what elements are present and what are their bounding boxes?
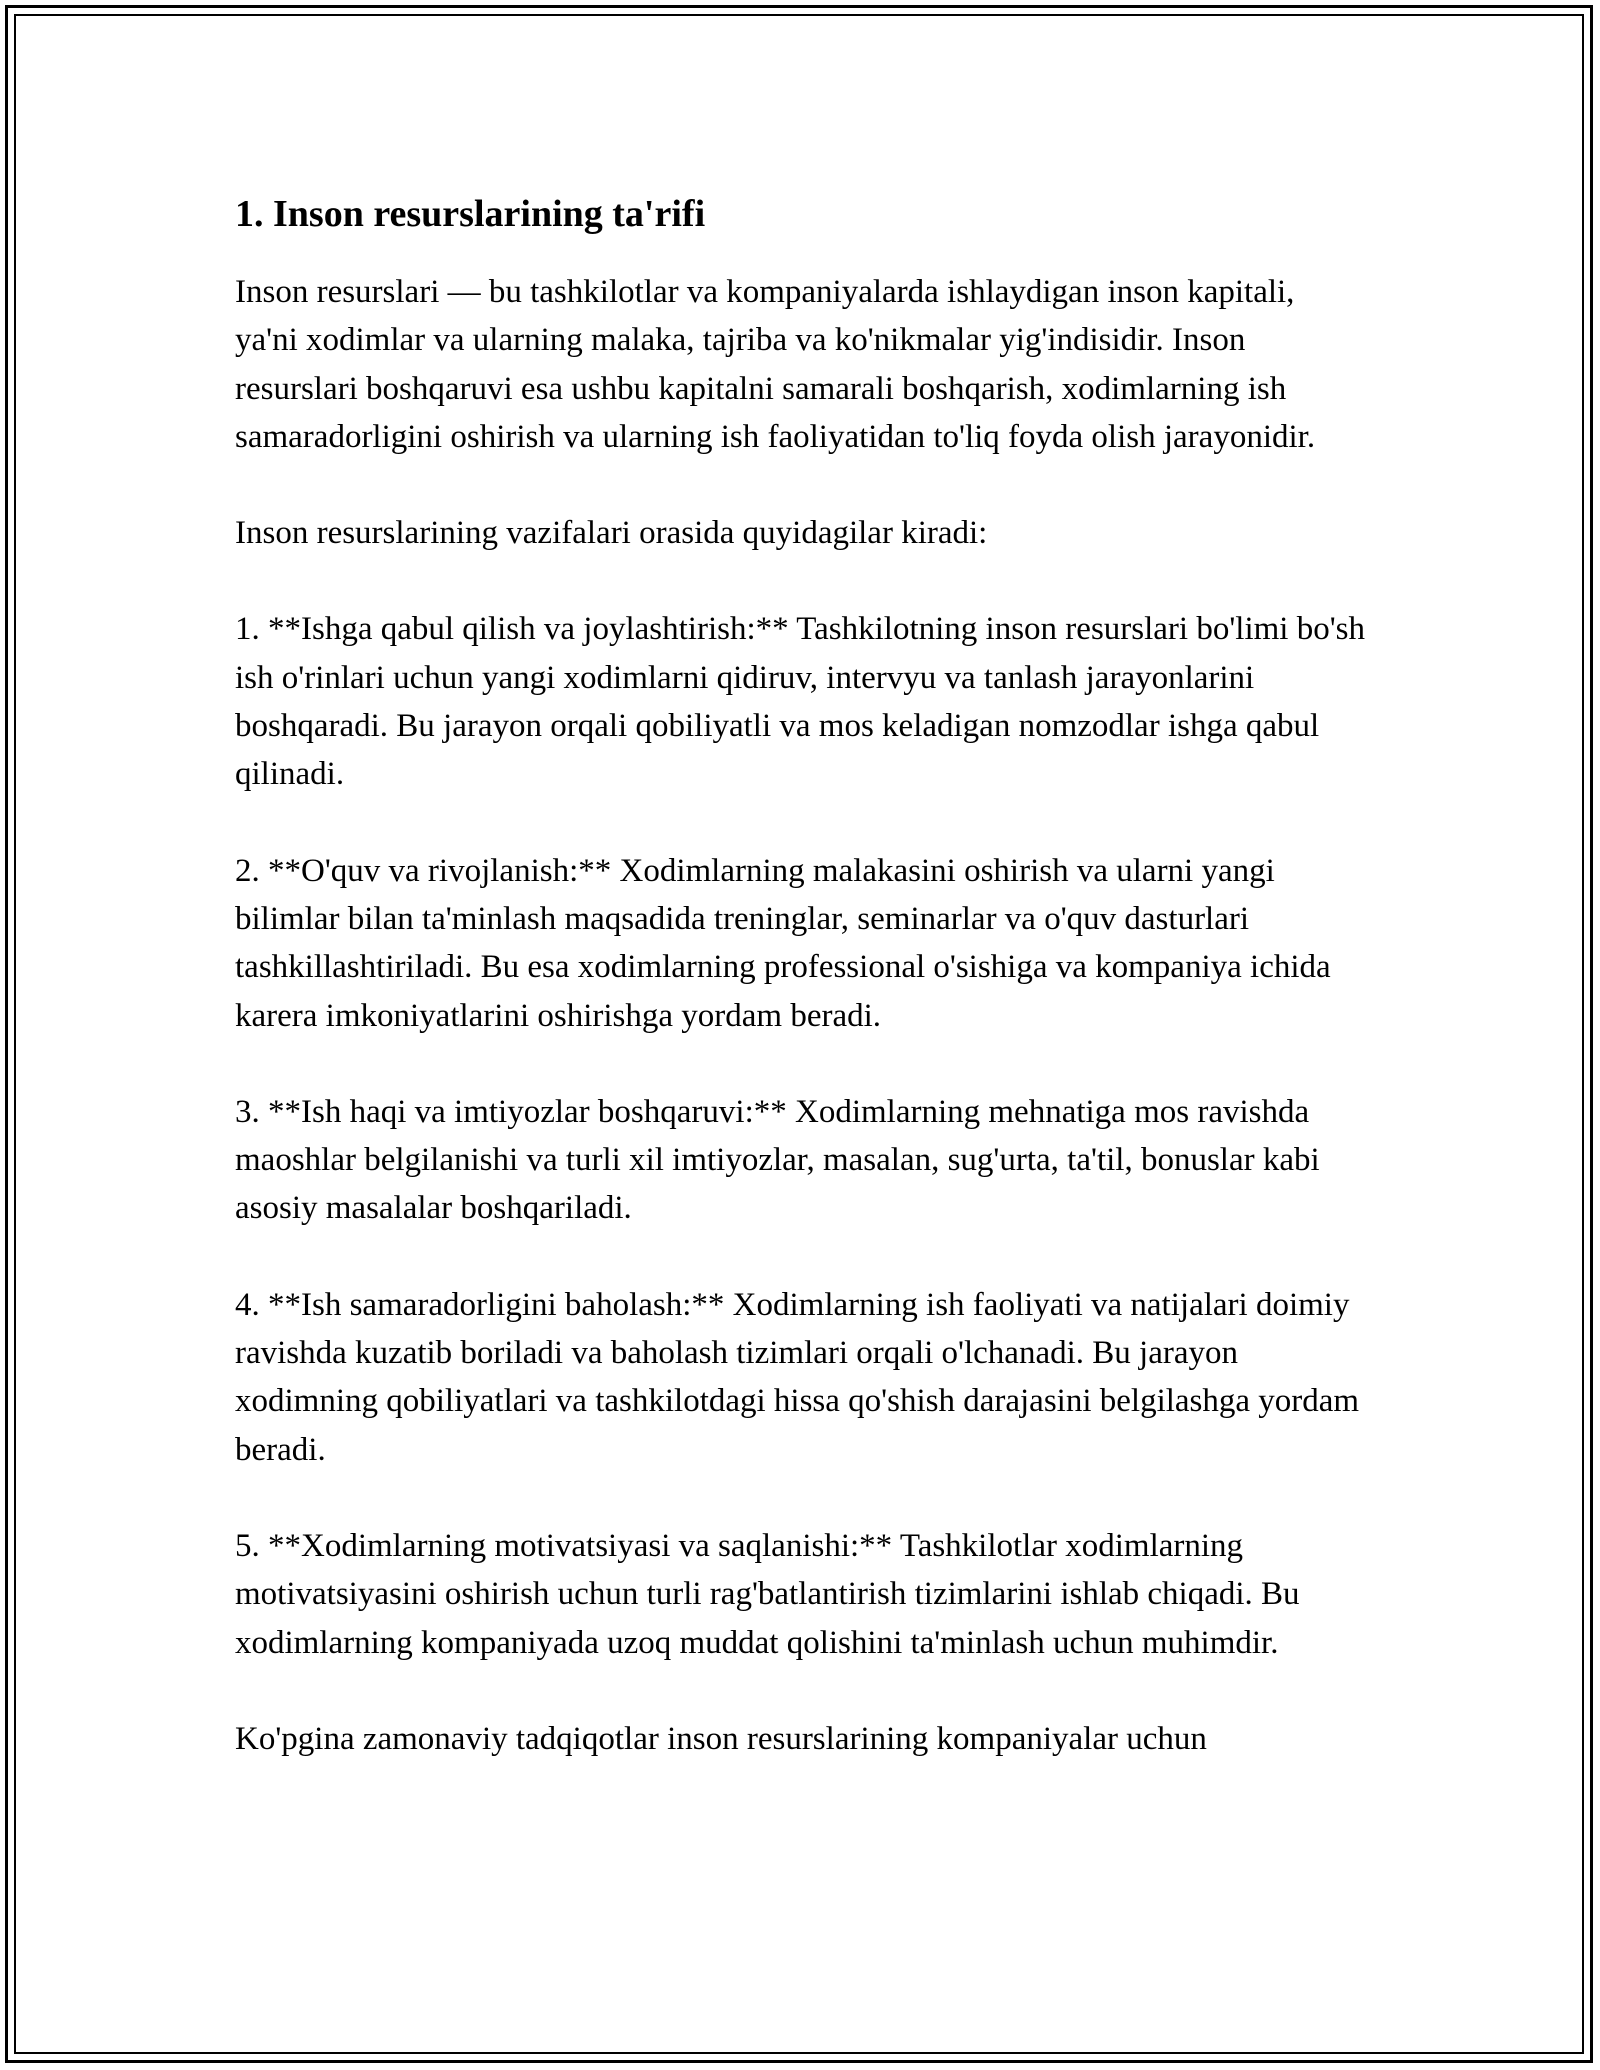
list-item-motivation: 5. **Xodimlarning motivatsiyasi va saqlanishi:** Tashkilotlar xodimlarning motivatsiyasini oshirish uchun turli rag'batlantirish tizimlarini ishlab chiqadi. Bu xodimlarning kompaniyada uzoq muddat qolishini ta'minlash uchun muhimdir.	[235, 1527, 1300, 1661]
section-title: 1. Inson resurslarining ta'rifi	[235, 193, 706, 235]
list-item-recruitment: 1. **Ishga qabul qilish va joylashtirish:** Tashkilotning inson resurslari bo'limi bo'sh ish o'rinlari uchun yangi xodimlarni qidiruv, intervyu va tanlash jarayonlarini boshqaradi. Bu jarayon orqali qobiliyatli va mos keladigan nomzodlar ishga qabul qilinadi.	[235, 611, 1365, 793]
paragraph-research: Ko'pgina zamonaviy tadqiqotlar inson resurslarining kompaniyalar uchun	[235, 1720, 1207, 1757]
list-item-performance: 4. **Ish samaradorligini baholash:** Xodimlarning ish faoliyati va natijalari doimiy ravishda kuzatib boriladi va baholash tizimlari orqali o'lchanadi. Bu jarayon xodimning qobiliyatlari va tashkilotdagi hissa qo'shish darajasini belgilashga yordam beradi.	[235, 1286, 1360, 1468]
document-body	[235, 186, 1365, 1763]
list-item-compensation: 3. **Ish haqi va imtiyozlar boshqaruvi:** Xodimlarning mehnatiga mos ravishda maoshlar belgilanishi va turli xil imtiyozlar, masalan, sug'urta, ta'til, bonuslar kabi asosiy masalalar boshqariladi.	[235, 1093, 1320, 1227]
paragraph-definition: Inson resurslari — bu tashkilotlar va kompaniyalarda ishlaydigan inson kapitali, ya'ni xodimlar va ularning malaka, tajriba va ko'nikmalar yig'indisidir. Inson resurslari boshqaruvi esa ushbu kapitalni samarali boshqarish, xodimlarning ish samaradorligini oshirish va ularning ish faoliyatidan to'liq foyda olish jarayonidir.	[235, 274, 1316, 455]
paragraph-tasks-intro: Inson resurslarining vazifalari orasida quyidagilar kiradi:	[235, 515, 988, 552]
list-item-training: 2. **O'quv va rivojlanish:** Xodimlarning malakasini oshirish va ularni yangi bilimlar bilan ta'minlash maqsadida treninglar, seminarlar va o'quv dasturlari tashkillashtiriladi. Bu esa xodimlarning professional o'sishiga va kompaniya ichida karera imkoniyatlarini oshirishga yordam beradi.	[235, 852, 1331, 1034]
